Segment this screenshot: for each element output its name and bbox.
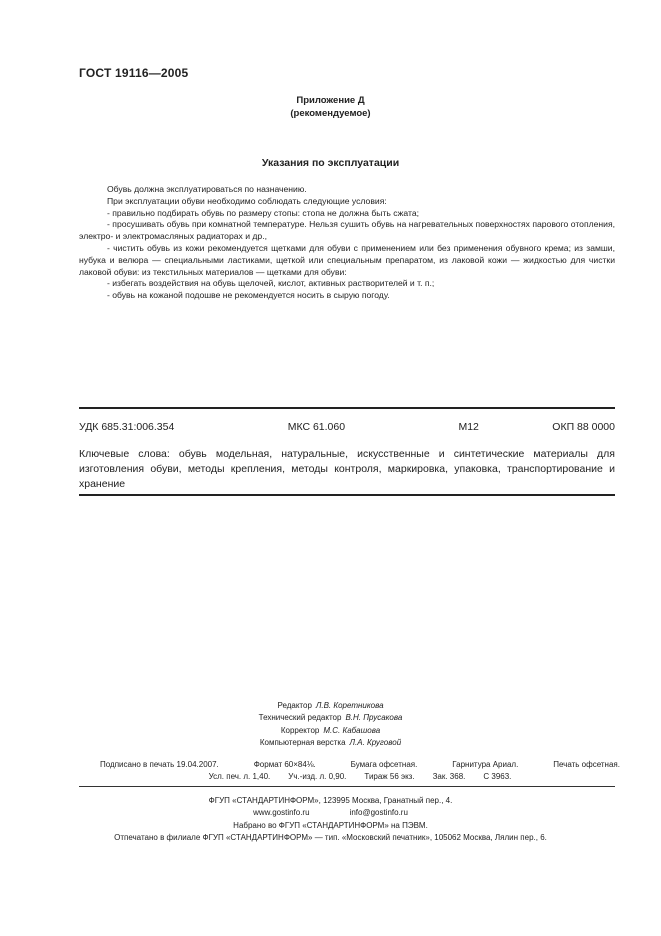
font-info: Гарнитура Ариал. — [452, 760, 519, 769]
print-info-row-2 — [100, 771, 620, 783]
intro-paragraph-2: При эксплуатации обуви необходимо соблюдать следующие условия: — [107, 195, 387, 206]
layout-line — [0, 737, 661, 749]
printed-note: Отпечатано в филиале ФГУП «СТАНДАРТИНФОРМ» — тип. «Московский печатник», 105062 Москва, Лялин пер., 6. — [114, 832, 547, 842]
appendix-title: Приложение Д — [296, 95, 365, 106]
publisher-web — [0, 807, 661, 819]
print-info — [100, 759, 620, 783]
corrector-name: М.С. Кабашова — [323, 725, 381, 735]
corrector-line — [0, 725, 661, 737]
typeset-note: Набрано во ФГУП «СТАНДАРТИНФОРМ» на ПЭВМ. — [233, 820, 428, 830]
bottom-divider — [79, 494, 615, 496]
tech-editor-role: Технический редактор — [258, 713, 342, 723]
keywords-block — [79, 447, 615, 492]
udk-code: УДК 685.31:006.354 — [79, 421, 175, 433]
group-code: М12 — [458, 421, 479, 433]
print-info-row-1 — [100, 759, 620, 771]
publisher-address: ФГУП «СТАНДАРТИНФОРМ», 123995 Москва, Гранатный пер., 4. — [208, 796, 453, 805]
tirazh: Тираж 56 экз. — [364, 772, 415, 782]
publisher-site: www.gostinfo.ru — [253, 808, 310, 818]
list-item: - просушивать обувь при комнатной температуре. Нельзя сушить обувь на нагревательных поверхностях парового отопления, электро- и электромасляных радиаторах и др., — [79, 219, 615, 242]
keywords-text: Ключевые слова: обувь модельная, натуральные, искусственные и синтетические материалы для изготовления обуви, методы крепления, методы контроля, маркировка, упаковка, транспортирование и хранение — [79, 448, 615, 490]
list-item: - обувь на кожаной подошве не рекомендуется носить в сырую погоду. — [107, 290, 390, 301]
list-item: - правильно подбирать обувь по размеру стопы: стопа не должна быть сжата; — [107, 207, 419, 218]
mks-code: МКС 61.060 — [287, 421, 346, 433]
tech-editor-line — [0, 712, 661, 724]
intro-paragraph-1: Обувь должна эксплуатироваться по назначению. — [107, 184, 307, 194]
usl-pech: Усл. печ. л. 1,40. — [208, 772, 271, 782]
section-title: Указания по эксплуатации — [261, 157, 400, 169]
corrector-role: Корректор — [280, 725, 320, 735]
classification-row — [79, 421, 615, 433]
editor-name: Л.В. Коретникова — [315, 701, 384, 710]
order-number: Зак. 368. — [432, 772, 466, 782]
editor-line — [0, 700, 661, 712]
c-number: С 3963. — [483, 772, 512, 782]
top-divider — [79, 407, 615, 409]
printing-type: Печать офсетная. — [553, 760, 620, 769]
layout-name: Л.А. Круговой — [349, 738, 402, 748]
editor-role: Редактор — [277, 701, 312, 710]
list-item: - избегать воздействия на обувь щелочей, кислот, активных растворителей и т. п.; — [107, 278, 435, 289]
uch-izd: Уч.-изд. л. 0,90. — [288, 772, 347, 782]
okp-code: ОКП 88 0000 — [552, 421, 615, 433]
signed-date: Подписано в печать 19.04.2007. — [100, 760, 219, 769]
publisher-email: info@gostinfo.ru — [349, 808, 408, 818]
credits-block — [0, 700, 661, 750]
list-item: - чистить обувь из кожи рекомендуется щетками для обуви с применением или без применения обувного крема; из замши, нубука и велюра — специальными ластиками, щеткой или специальным препаратом, из лаковой кожи — жидкостью для чистки лаковой обуви: из текстильных материалов — щетками для обуви: — [79, 242, 615, 277]
tech-editor-name: В.Н. Прусакова — [345, 713, 403, 723]
operating-instructions — [79, 184, 615, 302]
appendix-subtitle: (рекомендуемое) — [290, 108, 371, 119]
layout-role: Компьютерная верстка — [259, 738, 346, 748]
format: Формат 60×84⅛. — [253, 760, 316, 769]
publisher-divider — [79, 786, 615, 787]
paper: Бумага офсетная. — [350, 760, 418, 769]
publisher-block — [0, 795, 661, 844]
standard-header: ГОСТ 19116—2005 — [79, 66, 189, 80]
